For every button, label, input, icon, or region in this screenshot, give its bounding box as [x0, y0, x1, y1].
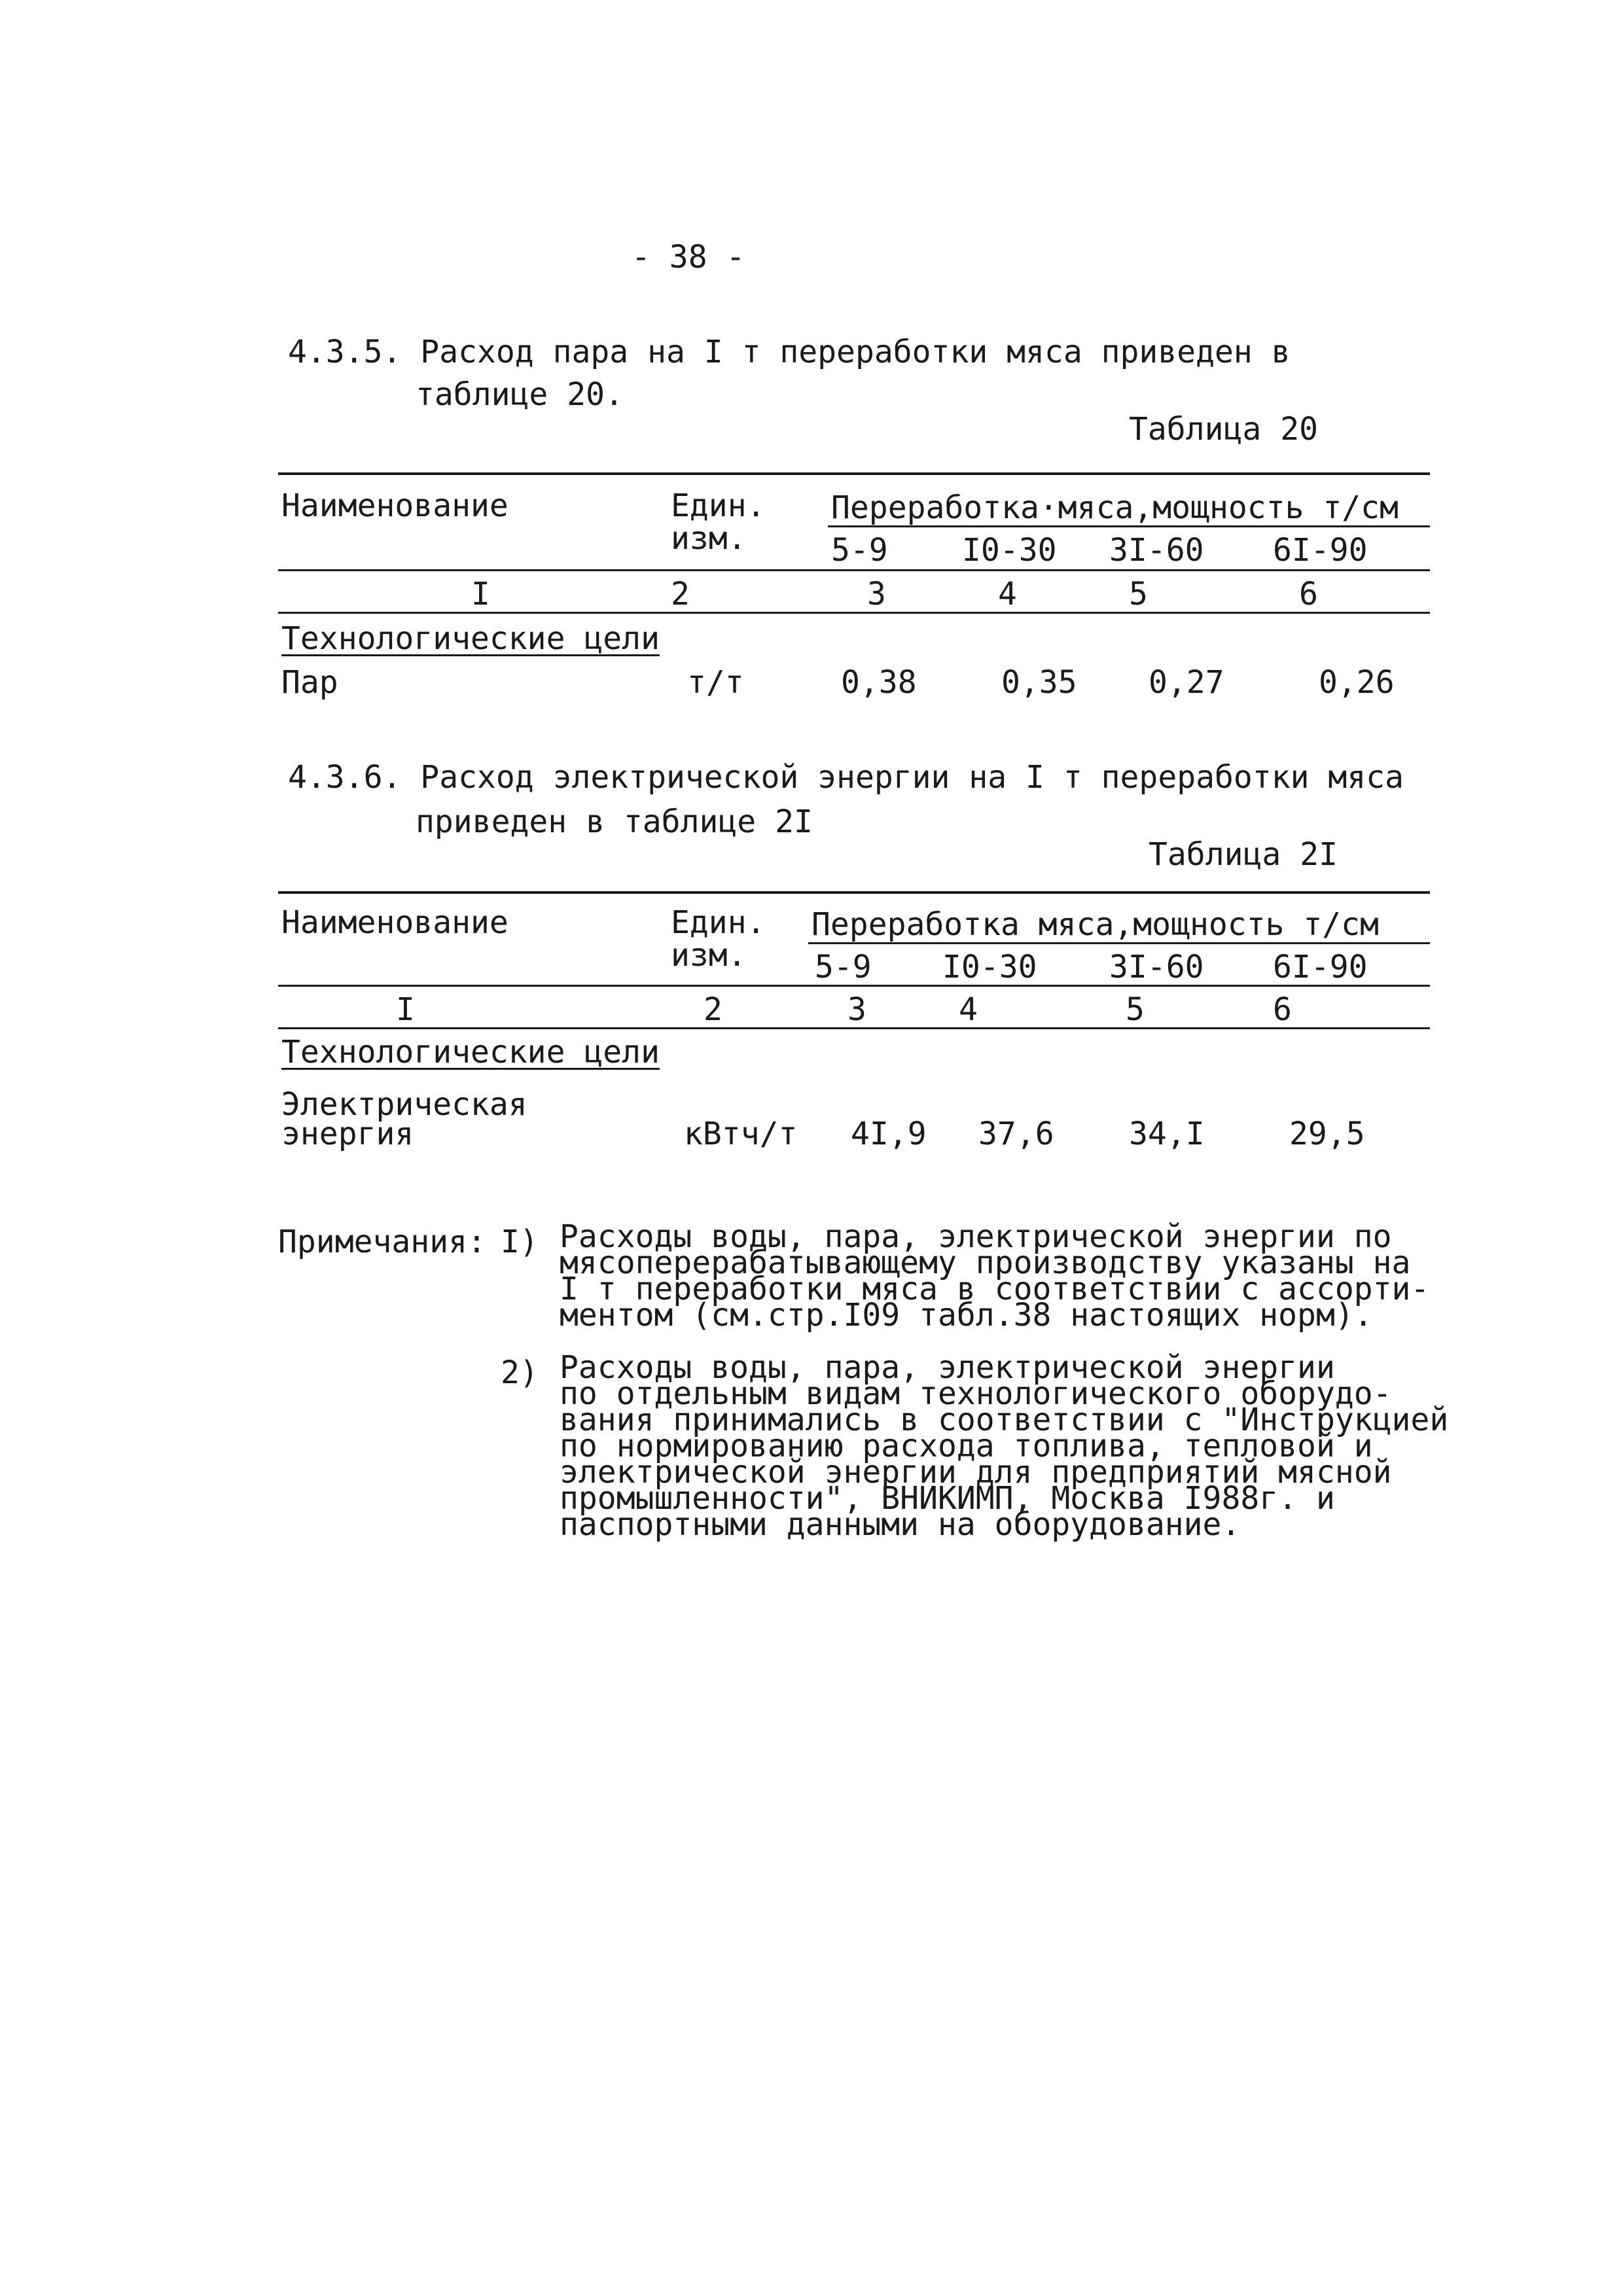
table21-num-5: 5 — [1126, 991, 1145, 1028]
table20-header-rule — [278, 569, 1430, 571]
note-1-line: I т переработки мяса в соответствии с ассорти- — [560, 1271, 1430, 1307]
table20-col-unit-1: Един. — [671, 487, 766, 524]
table21-header-rule — [278, 985, 1430, 987]
note-1-marker: I) — [501, 1224, 539, 1260]
note-2-line: паспортными данными на оборудование. — [560, 1506, 1241, 1543]
table20-group-header: Переработка·мяса,мощность т/см — [831, 489, 1399, 526]
table21-num-2: 2 — [704, 991, 722, 1028]
section-436-line1: 4.3.6. Расход электрической энергии на I т переработки мяса — [288, 759, 1404, 796]
table21-range-4: 6I-90 — [1273, 949, 1368, 985]
table21-range-2: I0-30 — [942, 949, 1037, 985]
section-436-line2: приведен в таблице 2I — [416, 804, 813, 840]
table21-group-header: Переработка мяса,мощность т/см — [812, 906, 1379, 943]
note-1-text — [560, 1218, 1430, 1333]
table20-range-2: I0-30 — [962, 532, 1057, 569]
table21-row-unit: кВтч/т — [684, 1116, 798, 1152]
page-number: - 38 - — [632, 239, 745, 275]
note-2-line: по отдельным видам технологического оборудо- — [560, 1375, 1392, 1412]
table20-num-1: I — [471, 576, 490, 612]
table20-num-3: 3 — [867, 576, 886, 612]
note-2-line: вания принимались в соответствии с "Инструкцией — [560, 1402, 1449, 1438]
table21-col-unit-1: Един. — [671, 904, 766, 941]
section-435-line2: таблице 20. — [416, 376, 624, 413]
note-2-line: промышленности", ВНИКИМП, Москва I988г. и — [560, 1480, 1335, 1517]
table21-range-3: 3I-60 — [1109, 949, 1204, 985]
table20-row-unit: т/т — [687, 664, 744, 701]
table20-value-4: 0,26 — [1319, 664, 1395, 701]
table21-col-name: Наименование — [281, 904, 508, 941]
table20-num-6: 6 — [1299, 576, 1318, 612]
table21-caption: Таблица 2I — [1149, 836, 1338, 873]
table21-row-name-1: Электрическая — [281, 1086, 527, 1123]
table20-value-1: 0,38 — [841, 664, 917, 701]
note-2-line: по нормированию расхода топлива, тепловой и — [560, 1428, 1373, 1464]
table21-top-rule — [278, 891, 1430, 894]
table20-range-4: 6I-90 — [1273, 532, 1368, 569]
table20-range-3: 3I-60 — [1109, 532, 1204, 569]
table20-section-label: Технологические цели — [281, 620, 660, 657]
note-2-line: электрической энергии для предприятий мясной — [560, 1454, 1392, 1491]
table20-top-rule — [278, 472, 1430, 475]
table21-row-name-2: энергия — [281, 1116, 414, 1152]
table21-num-6: 6 — [1273, 991, 1292, 1028]
note-1-line: ментом (см.стр.I09 табл.38 настоящих норм). — [560, 1297, 1373, 1333]
table21-range-1: 5-9 — [815, 949, 872, 985]
table20-value-3: 0,27 — [1149, 664, 1224, 701]
table20-value-2: 0,35 — [1001, 664, 1077, 701]
table20-col-name: Наименование — [281, 487, 508, 524]
section-435-line1: 4.3.5. Расход пара на I т переработки мяса приведен в — [288, 334, 1291, 370]
note-1-line: Расходы воды, пара, электрической энергии по — [560, 1218, 1392, 1255]
table20-numbers-rule — [278, 612, 1430, 614]
table21-group-rule — [808, 942, 1430, 944]
table20-num-2: 2 — [671, 576, 690, 612]
table20-row-name: Пар — [281, 664, 338, 701]
table21-section-label: Технологические цели — [281, 1034, 660, 1070]
table21-num-3: 3 — [847, 991, 866, 1028]
table21-value-2: 37,6 — [978, 1116, 1054, 1152]
table20-caption: Таблица 20 — [1129, 411, 1318, 448]
note-2-line: Расходы воды, пара, электрической энергии — [560, 1349, 1335, 1386]
notes-label: Примечания: — [278, 1224, 486, 1260]
table20-group-rule — [828, 525, 1430, 527]
table21-num-1: I — [396, 991, 415, 1028]
note-2-marker: 2) — [501, 1354, 539, 1391]
table20-num-5: 5 — [1129, 576, 1148, 612]
table21-value-4: 29,5 — [1289, 1116, 1365, 1152]
table21-num-4: 4 — [959, 991, 978, 1028]
table20-col-unit-2: изм. — [671, 520, 747, 557]
table21-value-1: 4I,9 — [851, 1116, 927, 1152]
note-2-text — [560, 1349, 1449, 1543]
table21-col-unit-2: изм. — [671, 937, 747, 974]
table20-num-4: 4 — [998, 576, 1017, 612]
table21-value-3: 34,I — [1129, 1116, 1205, 1152]
table20-range-1: 5-9 — [831, 532, 888, 569]
table21-numbers-rule — [278, 1027, 1430, 1029]
note-1-line: мясоперерабатывающему производству указаны на — [560, 1245, 1411, 1281]
